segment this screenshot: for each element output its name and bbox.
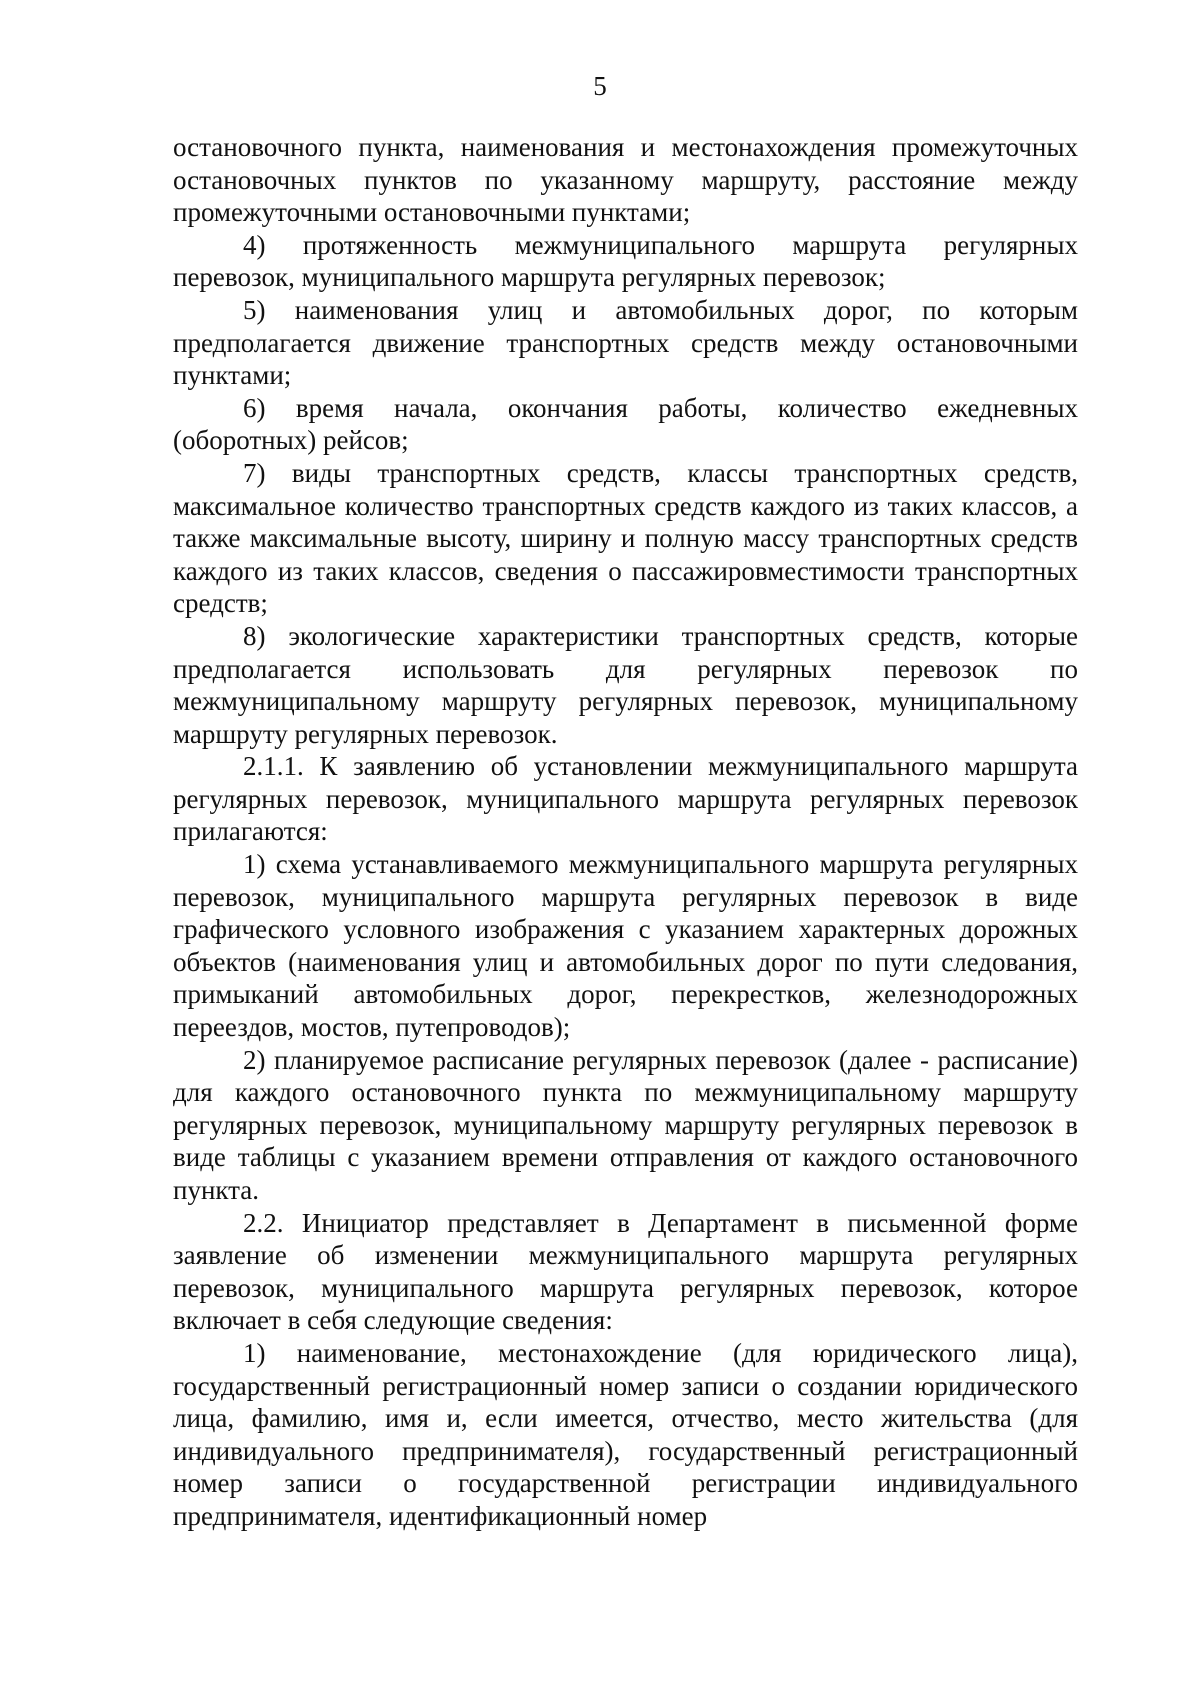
paragraph-item-7: 7) виды транспортных средств, классы транспортных средств, максимальное количество транспортных средств каждого из таких классов, а также максимальные высоту, ширину и полную массу транспортных средств каждого из таких классов, сведения о пассажировместимости транспортных средств;: [173, 457, 1078, 619]
paragraph-change-item-1: 1) наименование, местонахождение (для юридического лица), государственный регистрационный номер записи о создании юридического лица, фамилию, имя и, если имеется, отчество, место жительства (для индивидуального предпринимателя), государственный регистрационный номер записи о государственной регистрации индивидуального предпринимателя, идентификационный номер: [173, 1337, 1078, 1531]
paragraph-attachment-2: 2) планируемое расписание регулярных перевозок (далее - расписание) для каждого остановочного пункта по межмуниципальному маршруту регулярных перевозок, муниципальному маршруту регулярных перевозок в виде таблицы с указанием времени отправления от каждого остановочного пункта.: [173, 1044, 1078, 1205]
paragraph-section-2-1-1: 2.1.1. К заявлению об установлении межмуниципального маршрута регулярных перевозок, муниципального маршрута регулярных перевозок прилагаются:: [173, 751, 1078, 847]
paragraph-item-4: 4) протяженность межмуниципального маршрута регулярных перевозок, муниципального маршрута регулярных перевозок;: [173, 229, 1078, 293]
paragraph-item-6: 6) время начала, окончания работы, количество ежедневных (оборотных) рейсов;: [173, 392, 1078, 456]
page-number: 5: [593, 71, 607, 101]
paragraph-item-8: 8) экологические характеристики транспортных средств, которые предполагается использовать для регулярных перевозок по межмуниципальному маршруту регулярных перевозок, муниципальному маршруту регулярных перевозок.: [173, 620, 1078, 749]
paragraph-attachment-1: 1) схема устанавливаемого межмуниципального маршрута регулярных перевозок, муниципального маршрута регулярных перевозок в виде графического условного изображения с указанием характерных дорожных объектов (наименования улиц и автомобильных дорог по пути следования, примыканий автомобильных дорог, перекрестков, железнодорожных переездов, мостов, путепроводов);: [173, 849, 1078, 1043]
paragraph-item-5: 5) наименования улиц и автомобильных дорог, по которым предполагается движение транспортных средств между остановочными пунктами;: [173, 294, 1078, 391]
paragraph-section-2-2: 2.2. Инициатор представляет в Департамент в письменной форме заявление об изменении межмуниципального маршрута регулярных перевозок, муниципального маршрута регулярных перевозок, которое включает в себя следующие сведения:: [173, 1207, 1078, 1336]
document-body: [173, 131, 1078, 1533]
paragraph-stop-details: остановочного пункта, наименования и местонахождения промежуточных остановочных пунктов по указанному маршруту, расстояние между промежуточными остановочными пунктами;: [173, 132, 1078, 228]
